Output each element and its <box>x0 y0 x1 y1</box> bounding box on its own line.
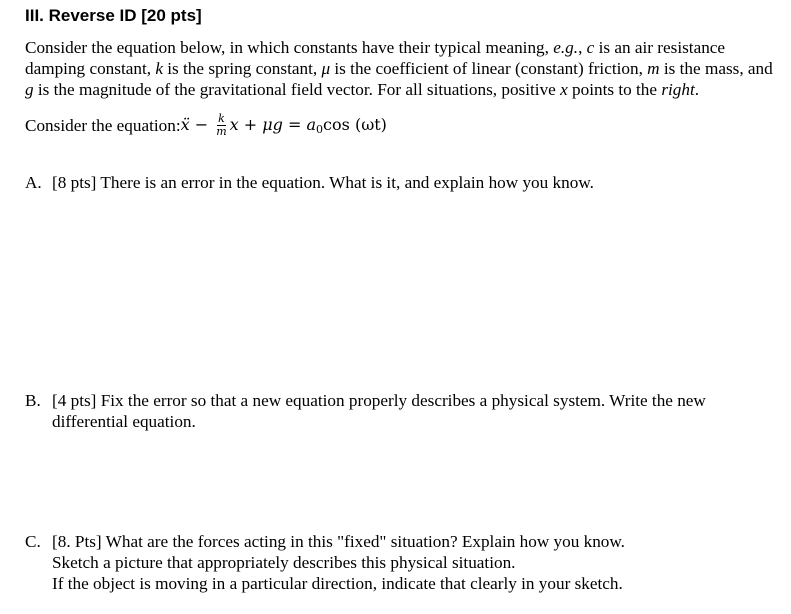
equation-line <box>25 113 387 138</box>
question-c-line3: If the object is moving in a particular direction, indicate that clearly in your sketch. <box>52 574 623 593</box>
question-a <box>25 172 772 193</box>
question-c-letter: C. <box>25 532 41 551</box>
question-c <box>25 531 772 594</box>
question-a-text: [8 pts] There is an error in the equation. What is it, and explain how you know. <box>52 173 594 192</box>
question-b-letter: B. <box>25 391 41 410</box>
question-b <box>25 390 772 432</box>
equation-fraction: $\frac{k}{m}$ <box>216 112 227 138</box>
question-a-letter: A. <box>25 173 42 192</box>
equation-expression: ẍ − $\frac{k}{m}$ $x + \mu g = a_0\cos$ (ωt) <box>180 112 387 138</box>
equation-label: Consider the equation: <box>25 115 181 135</box>
question-c-line2: Sketch a picture that appropriately describes this physical situation. <box>52 553 516 572</box>
question-c-text <box>52 531 772 594</box>
section-heading: III. Reverse ID [20 pts] <box>25 6 202 25</box>
question-c-line1: [8. Pts] What are the forces acting in this "fixed" situation? Explain how you know. <box>52 532 625 551</box>
intro-paragraph: Consider the equation below, in which constants have their typical meaning, e.g., c is an air resistance damping constant, k is the spring constant, μ is the coefficient of linear (constant) friction, m is the mass, and g is the magnitude of the gravitational field vector. For all situations, positive x points to the right. <box>25 38 773 99</box>
question-b-text: [4 pts] Fix the error so that a new equation properly describes a physical system. Write the new differential equation. <box>52 391 706 431</box>
